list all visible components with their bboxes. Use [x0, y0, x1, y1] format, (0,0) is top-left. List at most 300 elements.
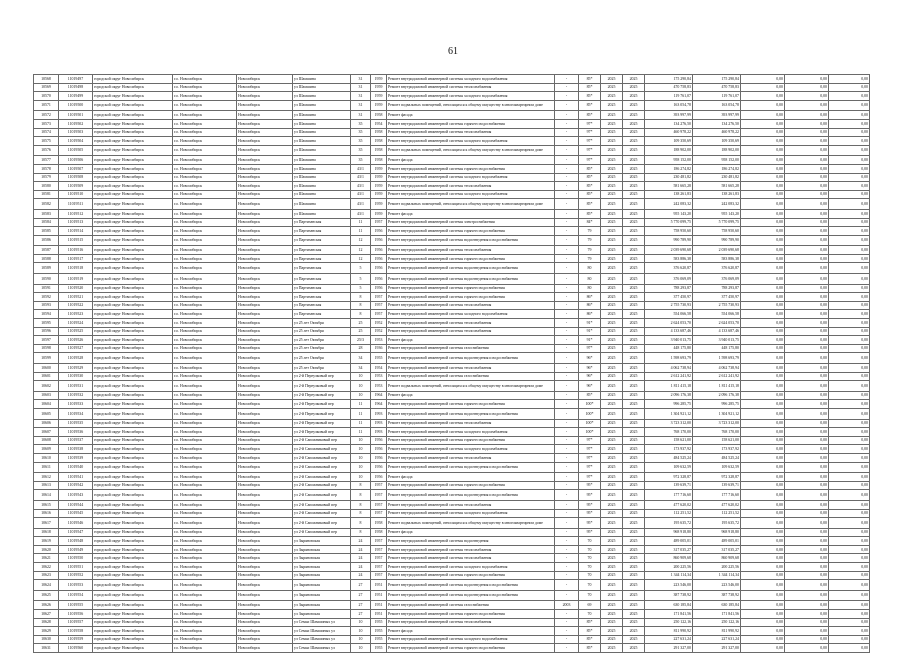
- cell-last-repair-year: -: [555, 554, 579, 563]
- cell-budget-regional: 0,00: [785, 490, 829, 501]
- cell-last-repair-year: -: [555, 119, 579, 128]
- cell-municipality: городской округ Новосибирск: [93, 145, 173, 156]
- cell-locality: Новосибирск: [237, 364, 293, 373]
- cell-work-type: Ремонт внутридомовой инженерной системы холодного водоснабжения: [387, 635, 555, 644]
- cell-settlement: г.о. Новосибирск: [173, 400, 237, 409]
- cell-budget-federal: 0,00: [741, 400, 785, 409]
- cell-budget-federal: 0,00: [741, 274, 785, 285]
- cell-settlement: г.о. Новосибирск: [173, 75, 237, 84]
- cell-budget-local: 0,00: [829, 128, 870, 137]
- cell-last-repair-year: -: [555, 92, 579, 101]
- cell-fund-cost: 1 811 415,18: [693, 381, 741, 392]
- cell-street: ул 2-й Сапожниковый пер: [293, 500, 351, 509]
- cell-budget-federal: 0,00: [741, 590, 785, 601]
- cell-municipality: городской округ Новосибирск: [93, 528, 173, 537]
- cell-locality: Новосибирск: [237, 119, 293, 128]
- cell-total-cost: 195 635,72: [645, 518, 693, 529]
- cell-budget-local: 0,00: [829, 571, 870, 580]
- cell-fund-cost: 119 761,07: [693, 92, 741, 101]
- cell-work-type: Ремонт внутридомовой инженерной системы водоотведения и водоснабжения: [387, 353, 555, 364]
- cell-budget-local: 0,00: [829, 293, 870, 302]
- cell-locality: Новосибирск: [237, 490, 293, 501]
- cell-row-number: 10580: [34, 182, 59, 191]
- cell-locality: Новосибирск: [237, 218, 293, 227]
- cell-row-number: 10607: [34, 428, 59, 437]
- cell-row-number: 10612: [34, 473, 59, 482]
- table-row: [34, 428, 870, 437]
- cell-budget-federal: 0,00: [741, 284, 785, 293]
- cell-budget-regional: 0,00: [785, 419, 829, 428]
- cell-plan-end-year: 2025: [623, 274, 645, 285]
- cell-settlement: г.о. Новосибирск: [173, 254, 237, 263]
- cell-budget-regional: 0,00: [785, 353, 829, 364]
- cell-street: ул 25 лет Октября: [293, 364, 351, 373]
- cell-budget-federal: 0,00: [741, 344, 785, 353]
- cell-budget-federal: 0,00: [741, 462, 785, 473]
- cell-row-number: 10589: [34, 263, 59, 274]
- cell-fund-cost: 4 133 687,46: [693, 327, 741, 336]
- cell-plan-end-year: 2025: [623, 635, 645, 644]
- cell-budget-local: 0,00: [829, 462, 870, 473]
- cell-row-number: 10569: [34, 83, 59, 92]
- cell-street: ул Партизанская: [293, 246, 351, 255]
- cell-last-repair-year: -: [555, 293, 579, 302]
- cell-budget-regional: 0,00: [785, 83, 829, 92]
- cell-municipality: городской округ Новосибирск: [93, 635, 173, 644]
- cell-budget-federal: 0,00: [741, 137, 785, 146]
- cell-locality: Новосибирск: [237, 408, 293, 419]
- cell-work-type: Ремонт внутридомовой инженерной системы водоотведения и водоснабжения: [387, 235, 555, 246]
- cell-wear-percent: 96*: [579, 381, 601, 392]
- table-row: [34, 462, 870, 473]
- cell-object-id: 11019549: [59, 545, 93, 554]
- cell-last-repair-year: -: [555, 235, 579, 246]
- cell-fund-cost: 250 122,16: [693, 618, 741, 627]
- cell-plan-end-year: 2025: [623, 601, 645, 610]
- cell-street: ул Зыряновская: [293, 590, 351, 601]
- cell-budget-local: 0,00: [829, 137, 870, 146]
- cell-work-type: Ремонт внутридомовой инженерной системы водоотведения и водоснабжения: [387, 274, 555, 285]
- cell-fund-cost: 630 185,84: [693, 601, 741, 610]
- cell-street: ул 2-й Сапожниковый пер: [293, 490, 351, 501]
- cell-budget-regional: 0,00: [785, 274, 829, 285]
- cell-plan-end-year: 2025: [623, 190, 645, 199]
- cell-settlement: г.о. Новосибирск: [173, 137, 237, 146]
- cell-house-number: 31: [351, 111, 371, 120]
- cell-house-number: 27: [351, 580, 371, 591]
- cell-object-id: 11019542: [59, 481, 93, 490]
- cell-house-number: 43/1: [351, 199, 371, 210]
- cell-build-year: 1957: [371, 545, 387, 554]
- cell-locality: Новосибирск: [237, 537, 293, 546]
- cell-total-cost: 630 185,84: [645, 601, 693, 610]
- cell-total-cost: 223 546,00: [645, 580, 693, 591]
- cell-budget-local: 0,00: [829, 563, 870, 572]
- cell-plan-start-year: 2025: [601, 227, 623, 236]
- cell-plan-start-year: 2025: [601, 400, 623, 409]
- cell-total-cost: 3 940 013,75: [645, 336, 693, 345]
- cell-wear-percent: 86*: [579, 293, 601, 302]
- cell-street: ул Шамшина: [293, 119, 351, 128]
- cell-budget-regional: 0,00: [785, 627, 829, 636]
- cell-street: ул 25 лет Октября: [293, 336, 351, 345]
- cell-budget-federal: 0,00: [741, 563, 785, 572]
- cell-object-id: 11019558: [59, 627, 93, 636]
- cell-fund-cost: 227 631,24: [693, 635, 741, 644]
- cell-work-type: Ремонт внутридомовой инженерной системы холодного водоснабжения: [387, 75, 555, 84]
- cell-build-year: 1993: [371, 419, 387, 428]
- cell-wear-percent: 85*: [579, 75, 601, 84]
- cell-object-id: 11019523: [59, 310, 93, 319]
- cell-row-number: 10575: [34, 137, 59, 146]
- cell-budget-local: 0,00: [829, 644, 870, 653]
- cell-build-year: 1958: [371, 518, 387, 529]
- cell-fund-cost: 2 612 241,92: [693, 372, 741, 381]
- cell-build-year: 1993: [371, 408, 387, 419]
- cell-settlement: г.о. Новосибирск: [173, 327, 237, 336]
- cell-budget-federal: 0,00: [741, 571, 785, 580]
- cell-last-repair-year: -: [555, 364, 579, 373]
- table-row: [34, 436, 870, 445]
- cell-build-year: 1955: [371, 353, 387, 364]
- cell-street: ул Партизанская: [293, 310, 351, 319]
- cell-total-cost: 138 261,83: [645, 190, 693, 199]
- table-row: [34, 453, 870, 462]
- cell-object-id: 11019547: [59, 528, 93, 537]
- cell-municipality: городской округ Новосибирск: [93, 274, 173, 285]
- cell-house-number: 8: [351, 528, 371, 537]
- cell-plan-end-year: 2025: [623, 100, 645, 111]
- cell-total-cost: 188 902,00: [645, 145, 693, 156]
- cell-budget-regional: 0,00: [785, 137, 829, 146]
- cell-budget-federal: 0,00: [741, 391, 785, 400]
- cell-work-type: Ремонт внутридомовой инженерной системы водоотведения и водоснабжения: [387, 263, 555, 274]
- cell-municipality: городской округ Новосибирск: [93, 173, 173, 182]
- cell-last-repair-year: -: [555, 327, 579, 336]
- cell-plan-start-year: 2025: [601, 635, 623, 644]
- cell-object-id: 11019509: [59, 182, 93, 191]
- cell-total-cost: 119 761,07: [645, 92, 693, 101]
- cell-budget-regional: 0,00: [785, 111, 829, 120]
- cell-last-repair-year: -: [555, 182, 579, 191]
- cell-object-id: 11019498: [59, 83, 93, 92]
- cell-budget-local: 0,00: [829, 164, 870, 173]
- cell-build-year: 1956: [371, 436, 387, 445]
- cell-build-year: 1958: [371, 137, 387, 146]
- cell-total-cost: 393 997,99: [645, 111, 693, 120]
- cell-last-repair-year: -: [555, 473, 579, 482]
- cell-last-repair-year: -: [555, 590, 579, 601]
- cell-budget-regional: 0,00: [785, 190, 829, 199]
- table-row: [34, 610, 870, 619]
- cell-row-number: 10571: [34, 100, 59, 111]
- cell-total-cost: 200 225,56: [645, 563, 693, 572]
- cell-plan-start-year: 2025: [601, 601, 623, 610]
- cell-last-repair-year: -: [555, 500, 579, 509]
- cell-budget-local: 0,00: [829, 545, 870, 554]
- cell-budget-local: 0,00: [829, 145, 870, 156]
- cell-settlement: г.о. Новосибирск: [173, 128, 237, 137]
- cell-budget-regional: 0,00: [785, 119, 829, 128]
- cell-municipality: городской округ Новосибирск: [93, 75, 173, 84]
- cell-street: ул Шамшина: [293, 209, 351, 218]
- cell-fund-cost: 377 450,97: [693, 293, 741, 302]
- cell-street: ул 2-й Переулковый пер: [293, 408, 351, 419]
- cell-last-repair-year: -: [555, 156, 579, 165]
- table-row: [34, 473, 870, 482]
- cell-budget-local: 0,00: [829, 419, 870, 428]
- cell-last-repair-year: -: [555, 610, 579, 619]
- cell-fund-cost: 811 990,92: [693, 627, 741, 636]
- cell-plan-start-year: 2025: [601, 537, 623, 546]
- cell-object-id: 11019539: [59, 453, 93, 462]
- cell-row-number: 10620: [34, 545, 59, 554]
- cell-total-cost: 4 133 687,46: [645, 327, 693, 336]
- table-row: [34, 372, 870, 381]
- cell-plan-start-year: 2025: [601, 100, 623, 111]
- cell-municipality: городской округ Новосибирск: [93, 182, 173, 191]
- cell-locality: Новосибирск: [237, 100, 293, 111]
- cell-wear-percent: 70: [579, 563, 601, 572]
- cell-total-cost: 470 758,83: [645, 83, 693, 92]
- cell-budget-local: 0,00: [829, 500, 870, 509]
- cell-street: ул Зыряновская: [293, 601, 351, 610]
- cell-fund-cost: 177 716,60: [693, 490, 741, 501]
- table-row: [34, 644, 870, 653]
- cell-budget-local: 0,00: [829, 301, 870, 310]
- cell-settlement: г.о. Новосибирск: [173, 610, 237, 619]
- cell-wear-percent: 85*: [579, 83, 601, 92]
- cell-total-cost: 377 450,97: [645, 293, 693, 302]
- cell-object-id: 11019499: [59, 92, 93, 101]
- cell-house-number: 10: [351, 635, 371, 644]
- cell-plan-start-year: 2025: [601, 145, 623, 156]
- cell-street: ул Зыряновская: [293, 537, 351, 546]
- cell-build-year: 1959: [371, 190, 387, 199]
- cell-house-number: 10: [351, 453, 371, 462]
- cell-total-cost: 968 918,80: [645, 528, 693, 537]
- cell-settlement: г.о. Новосибирск: [173, 490, 237, 501]
- cell-municipality: городской округ Новосибирск: [93, 263, 173, 274]
- cell-object-id: 11019534: [59, 408, 93, 419]
- cell-work-type: Ремонт внутридомовой инженерной системы водоотведения и водоснабжения: [387, 408, 555, 419]
- cell-work-type: Ремонт подвальных помещений, относящихся к общему имуществу в многоквартирном доме: [387, 145, 555, 156]
- cell-work-type: Ремонт подвальных помещений, относящихся к общему имуществу в многоквартирном доме: [387, 518, 555, 529]
- cell-budget-regional: 0,00: [785, 381, 829, 392]
- cell-object-id: 11019556: [59, 610, 93, 619]
- cell-budget-local: 0,00: [829, 353, 870, 364]
- cell-work-type: Ремонт подвальных помещений, относящихся к общему имуществу в многоквартирном доме: [387, 381, 555, 392]
- cell-settlement: г.о. Новосибирск: [173, 408, 237, 419]
- cell-row-number: 10618: [34, 528, 59, 537]
- cell-row-number: 10609: [34, 445, 59, 454]
- cell-locality: Новосибирск: [237, 344, 293, 353]
- cell-work-type: Ремонт фасада: [387, 336, 555, 345]
- cell-wear-percent: 91*: [579, 319, 601, 328]
- cell-total-cost: 250 122,16: [645, 618, 693, 627]
- cell-street: ул Шамшина: [293, 100, 351, 111]
- cell-budget-federal: 0,00: [741, 644, 785, 653]
- cell-build-year: 1953: [371, 372, 387, 381]
- cell-row-number: 10611: [34, 462, 59, 473]
- cell-budget-federal: 0,00: [741, 618, 785, 627]
- cell-plan-start-year: 2025: [601, 246, 623, 255]
- cell-budget-local: 0,00: [829, 481, 870, 490]
- cell-plan-start-year: 2025: [601, 518, 623, 529]
- cell-plan-start-year: 2025: [601, 327, 623, 336]
- cell-row-number: 10584: [34, 218, 59, 227]
- cell-municipality: городской округ Новосибирск: [93, 509, 173, 518]
- cell-budget-regional: 0,00: [785, 428, 829, 437]
- cell-settlement: г.о. Новосибирск: [173, 364, 237, 373]
- cell-total-cost: 958 152,00: [645, 156, 693, 165]
- cell-object-id: 11019538: [59, 445, 93, 454]
- cell-budget-federal: 0,00: [741, 364, 785, 373]
- cell-street: ул Партизанская: [293, 218, 351, 227]
- cell-build-year: 1952: [371, 327, 387, 336]
- cell-fund-cost: 173 937,92: [693, 445, 741, 454]
- cell-budget-federal: 0,00: [741, 336, 785, 345]
- cell-total-cost: 1 344 114,34: [645, 571, 693, 580]
- cell-budget-federal: 0,00: [741, 481, 785, 490]
- cell-fund-cost: 2 755 730,93: [693, 301, 741, 310]
- cell-work-type: Ремонт внутридомовой инженерной системы горячего водоснабжения: [387, 119, 555, 128]
- cell-budget-federal: 0,00: [741, 408, 785, 419]
- cell-last-repair-year: -: [555, 545, 579, 554]
- capital-repair-table: [33, 74, 870, 653]
- cell-budget-regional: 0,00: [785, 618, 829, 627]
- cell-budget-local: 0,00: [829, 319, 870, 328]
- cell-plan-end-year: 2025: [623, 145, 645, 156]
- cell-plan-end-year: 2025: [623, 644, 645, 653]
- cell-fund-cost: 387 738,92: [693, 590, 741, 601]
- cell-last-repair-year: -: [555, 428, 579, 437]
- cell-plan-end-year: 2025: [623, 545, 645, 554]
- cell-build-year: 1993: [371, 428, 387, 437]
- cell-wear-percent: 85*: [579, 635, 601, 644]
- cell-plan-end-year: 2025: [623, 284, 645, 293]
- cell-row-number: 10630: [34, 635, 59, 644]
- cell-last-repair-year: -: [555, 518, 579, 529]
- table-row: [34, 509, 870, 518]
- cell-object-id: 11019557: [59, 618, 93, 627]
- cell-object-id: 11019527: [59, 344, 93, 353]
- cell-fund-cost: 200 225,56: [693, 563, 741, 572]
- cell-budget-local: 0,00: [829, 218, 870, 227]
- cell-budget-federal: 0,00: [741, 490, 785, 501]
- cell-wear-percent: 85*: [579, 618, 601, 627]
- cell-fund-cost: 242 083,32: [693, 199, 741, 210]
- cell-row-number: 10603: [34, 391, 59, 400]
- cell-settlement: г.о. Новосибирск: [173, 263, 237, 274]
- cell-locality: Новосибирск: [237, 436, 293, 445]
- cell-budget-local: 0,00: [829, 618, 870, 627]
- cell-budget-federal: 0,00: [741, 119, 785, 128]
- cell-work-type: Ремонт внутридомовой инженерной системы теплоснабжения: [387, 301, 555, 310]
- cell-budget-federal: 0,00: [741, 182, 785, 191]
- cell-locality: Новосибирск: [237, 428, 293, 437]
- table-row: [34, 254, 870, 263]
- cell-settlement: г.о. Новосибирск: [173, 336, 237, 345]
- cell-wear-percent: 95*: [579, 500, 601, 509]
- cell-wear-percent: 85*: [579, 111, 601, 120]
- cell-plan-end-year: 2025: [623, 509, 645, 518]
- table-row: [34, 263, 870, 274]
- table-row: [34, 293, 870, 302]
- cell-budget-local: 0,00: [829, 119, 870, 128]
- cell-budget-local: 0,00: [829, 554, 870, 563]
- cell-build-year: 1964: [371, 400, 387, 409]
- cell-fund-cost: 448 175,80: [693, 344, 741, 353]
- cell-total-cost: 489 005,01: [645, 537, 693, 546]
- cell-plan-start-year: 2025: [601, 128, 623, 137]
- cell-street: ул Партизанская: [293, 235, 351, 246]
- cell-street: ул Зыряновская: [293, 545, 351, 554]
- cell-last-repair-year: -: [555, 145, 579, 156]
- cell-total-cost: 477 620,02: [645, 500, 693, 509]
- cell-locality: Новосибирск: [237, 75, 293, 84]
- cell-plan-start-year: 2025: [601, 590, 623, 601]
- cell-budget-local: 0,00: [829, 254, 870, 263]
- cell-budget-local: 0,00: [829, 509, 870, 518]
- cell-last-repair-year: -: [555, 445, 579, 454]
- cell-build-year: 1952: [371, 319, 387, 328]
- cell-budget-local: 0,00: [829, 156, 870, 165]
- cell-settlement: г.о. Новосибирск: [173, 436, 237, 445]
- cell-row-number: 10579: [34, 173, 59, 182]
- cell-budget-regional: 0,00: [785, 462, 829, 473]
- cell-locality: Новосибирск: [237, 518, 293, 529]
- cell-budget-federal: 0,00: [741, 319, 785, 328]
- cell-plan-start-year: 2025: [601, 92, 623, 101]
- cell-plan-start-year: 2025: [601, 445, 623, 454]
- cell-municipality: городской округ Новосибирск: [93, 518, 173, 529]
- cell-locality: Новосибирск: [237, 445, 293, 454]
- cell-budget-local: 0,00: [829, 336, 870, 345]
- cell-budget-local: 0,00: [829, 453, 870, 462]
- cell-municipality: городской округ Новосибирск: [93, 310, 173, 319]
- cell-house-number: 31: [351, 92, 371, 101]
- cell-work-type: Ремонт внутридомовой инженерной системы теплоснабжения: [387, 545, 555, 554]
- cell-budget-federal: 0,00: [741, 156, 785, 165]
- cell-municipality: городской округ Новосибирск: [93, 364, 173, 373]
- cell-budget-federal: 0,00: [741, 554, 785, 563]
- cell-plan-start-year: 2025: [601, 353, 623, 364]
- cell-total-cost: 581 665,28: [645, 182, 693, 191]
- cell-budget-regional: 0,00: [785, 284, 829, 293]
- cell-object-id: 11019502: [59, 119, 93, 128]
- cell-municipality: городской округ Новосибирск: [93, 644, 173, 653]
- cell-row-number: 10574: [34, 128, 59, 137]
- table-row: [34, 111, 870, 120]
- cell-street: ул Шамшина: [293, 92, 351, 101]
- cell-settlement: г.о. Новосибирск: [173, 156, 237, 165]
- cell-plan-end-year: 2025: [623, 227, 645, 236]
- cell-last-repair-year: -: [555, 83, 579, 92]
- cell-budget-regional: 0,00: [785, 75, 829, 84]
- cell-work-type: Ремонт внутридомовой инженерной системы холодного водоснабжения: [387, 190, 555, 199]
- cell-last-repair-year: -: [555, 627, 579, 636]
- cell-plan-end-year: 2025: [623, 199, 645, 210]
- cell-row-number: 10621: [34, 554, 59, 563]
- cell-fund-cost: 223 546,00: [693, 580, 741, 591]
- cell-settlement: г.о. Новосибирск: [173, 319, 237, 328]
- cell-object-id: 11019520: [59, 284, 93, 293]
- table-row: [34, 190, 870, 199]
- cell-total-cost: 448 175,80: [645, 344, 693, 353]
- cell-locality: Новосибирск: [237, 327, 293, 336]
- table-row: [34, 92, 870, 101]
